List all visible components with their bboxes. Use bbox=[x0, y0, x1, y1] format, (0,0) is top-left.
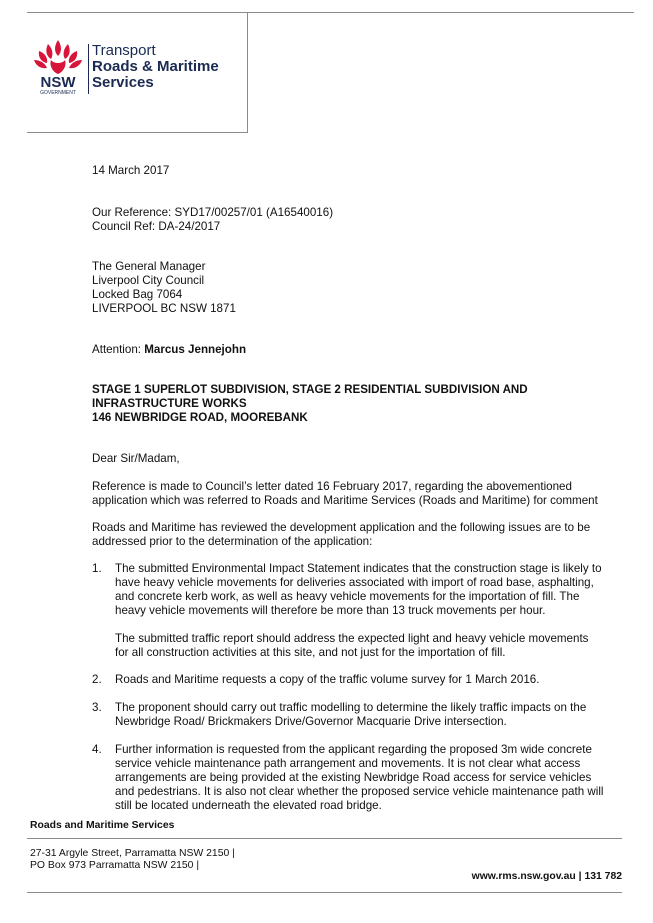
nsw-waratah-logo bbox=[32, 38, 84, 96]
council-reference: Council Ref: DA-24/2017 bbox=[92, 220, 221, 233]
item-line: Newbridge Road/ Brickmakers Drive/Governor Macquarie Drive intersection. bbox=[115, 715, 507, 728]
item-line: Roads and Maritime requests a copy of the traffic volume survey for 1 March 2016. bbox=[115, 673, 540, 686]
header-top-rule bbox=[27, 12, 634, 13]
address-line: Liverpool City Council bbox=[92, 274, 205, 287]
footer-top-rule bbox=[27, 838, 622, 839]
footer-org-name: Roads and Maritime Services bbox=[30, 820, 175, 831]
logo-separator bbox=[88, 44, 89, 94]
header-divider bbox=[247, 12, 248, 132]
item-subline: for all construction activities at this site, and not just for the importation of fill. bbox=[115, 646, 506, 659]
paragraph-line: addressed prior to the determination of the application: bbox=[92, 535, 373, 548]
item-line: arrangements are being provided at the existing Newbridge Road access for service vehicles bbox=[115, 771, 592, 784]
item-line: Further information is requested from the applicant regarding the proposed 3m wide concrete bbox=[115, 743, 592, 756]
item-line: The proponent should carry out traffic modelling to determine the likely traffic impacts on the bbox=[115, 701, 587, 714]
item-subline: The submitted traffic report should address the expected light and heavy vehicle movements bbox=[115, 632, 589, 645]
logo-nsw-text: NSW bbox=[40, 74, 76, 91]
letter-date: 14 March 2017 bbox=[92, 164, 170, 177]
subject-line: STAGE 1 SUPERLOT SUBDIVISION, STAGE 2 RESIDENTIAL SUBDIVISION AND bbox=[92, 383, 528, 396]
paragraph-line: Roads and Maritime has reviewed the development application and the following issues are to be bbox=[92, 521, 591, 534]
brand-services: Services bbox=[92, 74, 154, 91]
attention-name: Marcus Jennejohn bbox=[144, 343, 247, 356]
subject-line: 146 NEWBRIDGE ROAD, MOOREBANK bbox=[92, 411, 308, 424]
item-number: 2. bbox=[92, 673, 102, 686]
brand-roads-maritime: Roads & Maritime bbox=[92, 58, 219, 75]
item-line: and pedestrians. It is also not clear whether the proposed service vehicle maintenance path will bbox=[115, 785, 604, 798]
item-number: 1. bbox=[92, 562, 102, 575]
item-number: 3. bbox=[92, 701, 102, 714]
paragraph-line: Reference is made to Council’s letter dated 16 February 2017, regarding the abovementioned bbox=[92, 480, 572, 493]
footer-address-line: PO Box 973 Parramatta NSW 2150 | bbox=[30, 860, 200, 871]
item-line: and concrete kerb work, as well as heavy vehicle movements for the importation of fill. The bbox=[115, 590, 580, 603]
footer-contact: www.rms.nsw.gov.au | 131 782 bbox=[471, 871, 622, 882]
logo-government-text: GOVERNMENT bbox=[40, 90, 76, 96]
address-line: LIVERPOOL BC NSW 1871 bbox=[92, 302, 236, 315]
item-line: have heavy vehicle movements for deliveries associated with import of road base, asphalting, bbox=[115, 576, 594, 589]
paragraph-line: application which was referred to Roads and Maritime Services (Roads and Maritime) for comment bbox=[92, 494, 598, 507]
footer-bottom-rule bbox=[27, 892, 622, 893]
salutation: Dear Sir/Madam, bbox=[92, 452, 180, 465]
subject-line: INFRASTRUCTURE WORKS bbox=[92, 397, 247, 410]
footer-address-line: 27-31 Argyle Street, Parramatta NSW 2150 | bbox=[30, 848, 235, 859]
header-bottom-rule bbox=[27, 132, 248, 133]
address-line: Locked Bag 7064 bbox=[92, 288, 183, 301]
item-number: 4. bbox=[92, 743, 102, 756]
brand-transport: Transport bbox=[92, 42, 156, 59]
item-line: service vehicle maintenance path arrangement and movements. It is not clear what access bbox=[115, 757, 581, 770]
brand-wordmark bbox=[92, 43, 219, 91]
attention-line bbox=[92, 343, 246, 357]
address-line: The General Manager bbox=[92, 260, 206, 273]
item-line: The submitted Environmental Impact Statement indicates that the construction stage is likely to bbox=[115, 562, 602, 575]
item-line: heavy vehicle movements will therefore be more than 13 truck movements per hour. bbox=[115, 604, 546, 617]
waratah-icon bbox=[32, 38, 84, 78]
attention-label: Attention: bbox=[92, 343, 141, 356]
item-line: still be located underneath the elevated road bridge. bbox=[115, 799, 382, 812]
our-reference: Our Reference: SYD17/00257/01 (A16540016) bbox=[92, 206, 334, 219]
